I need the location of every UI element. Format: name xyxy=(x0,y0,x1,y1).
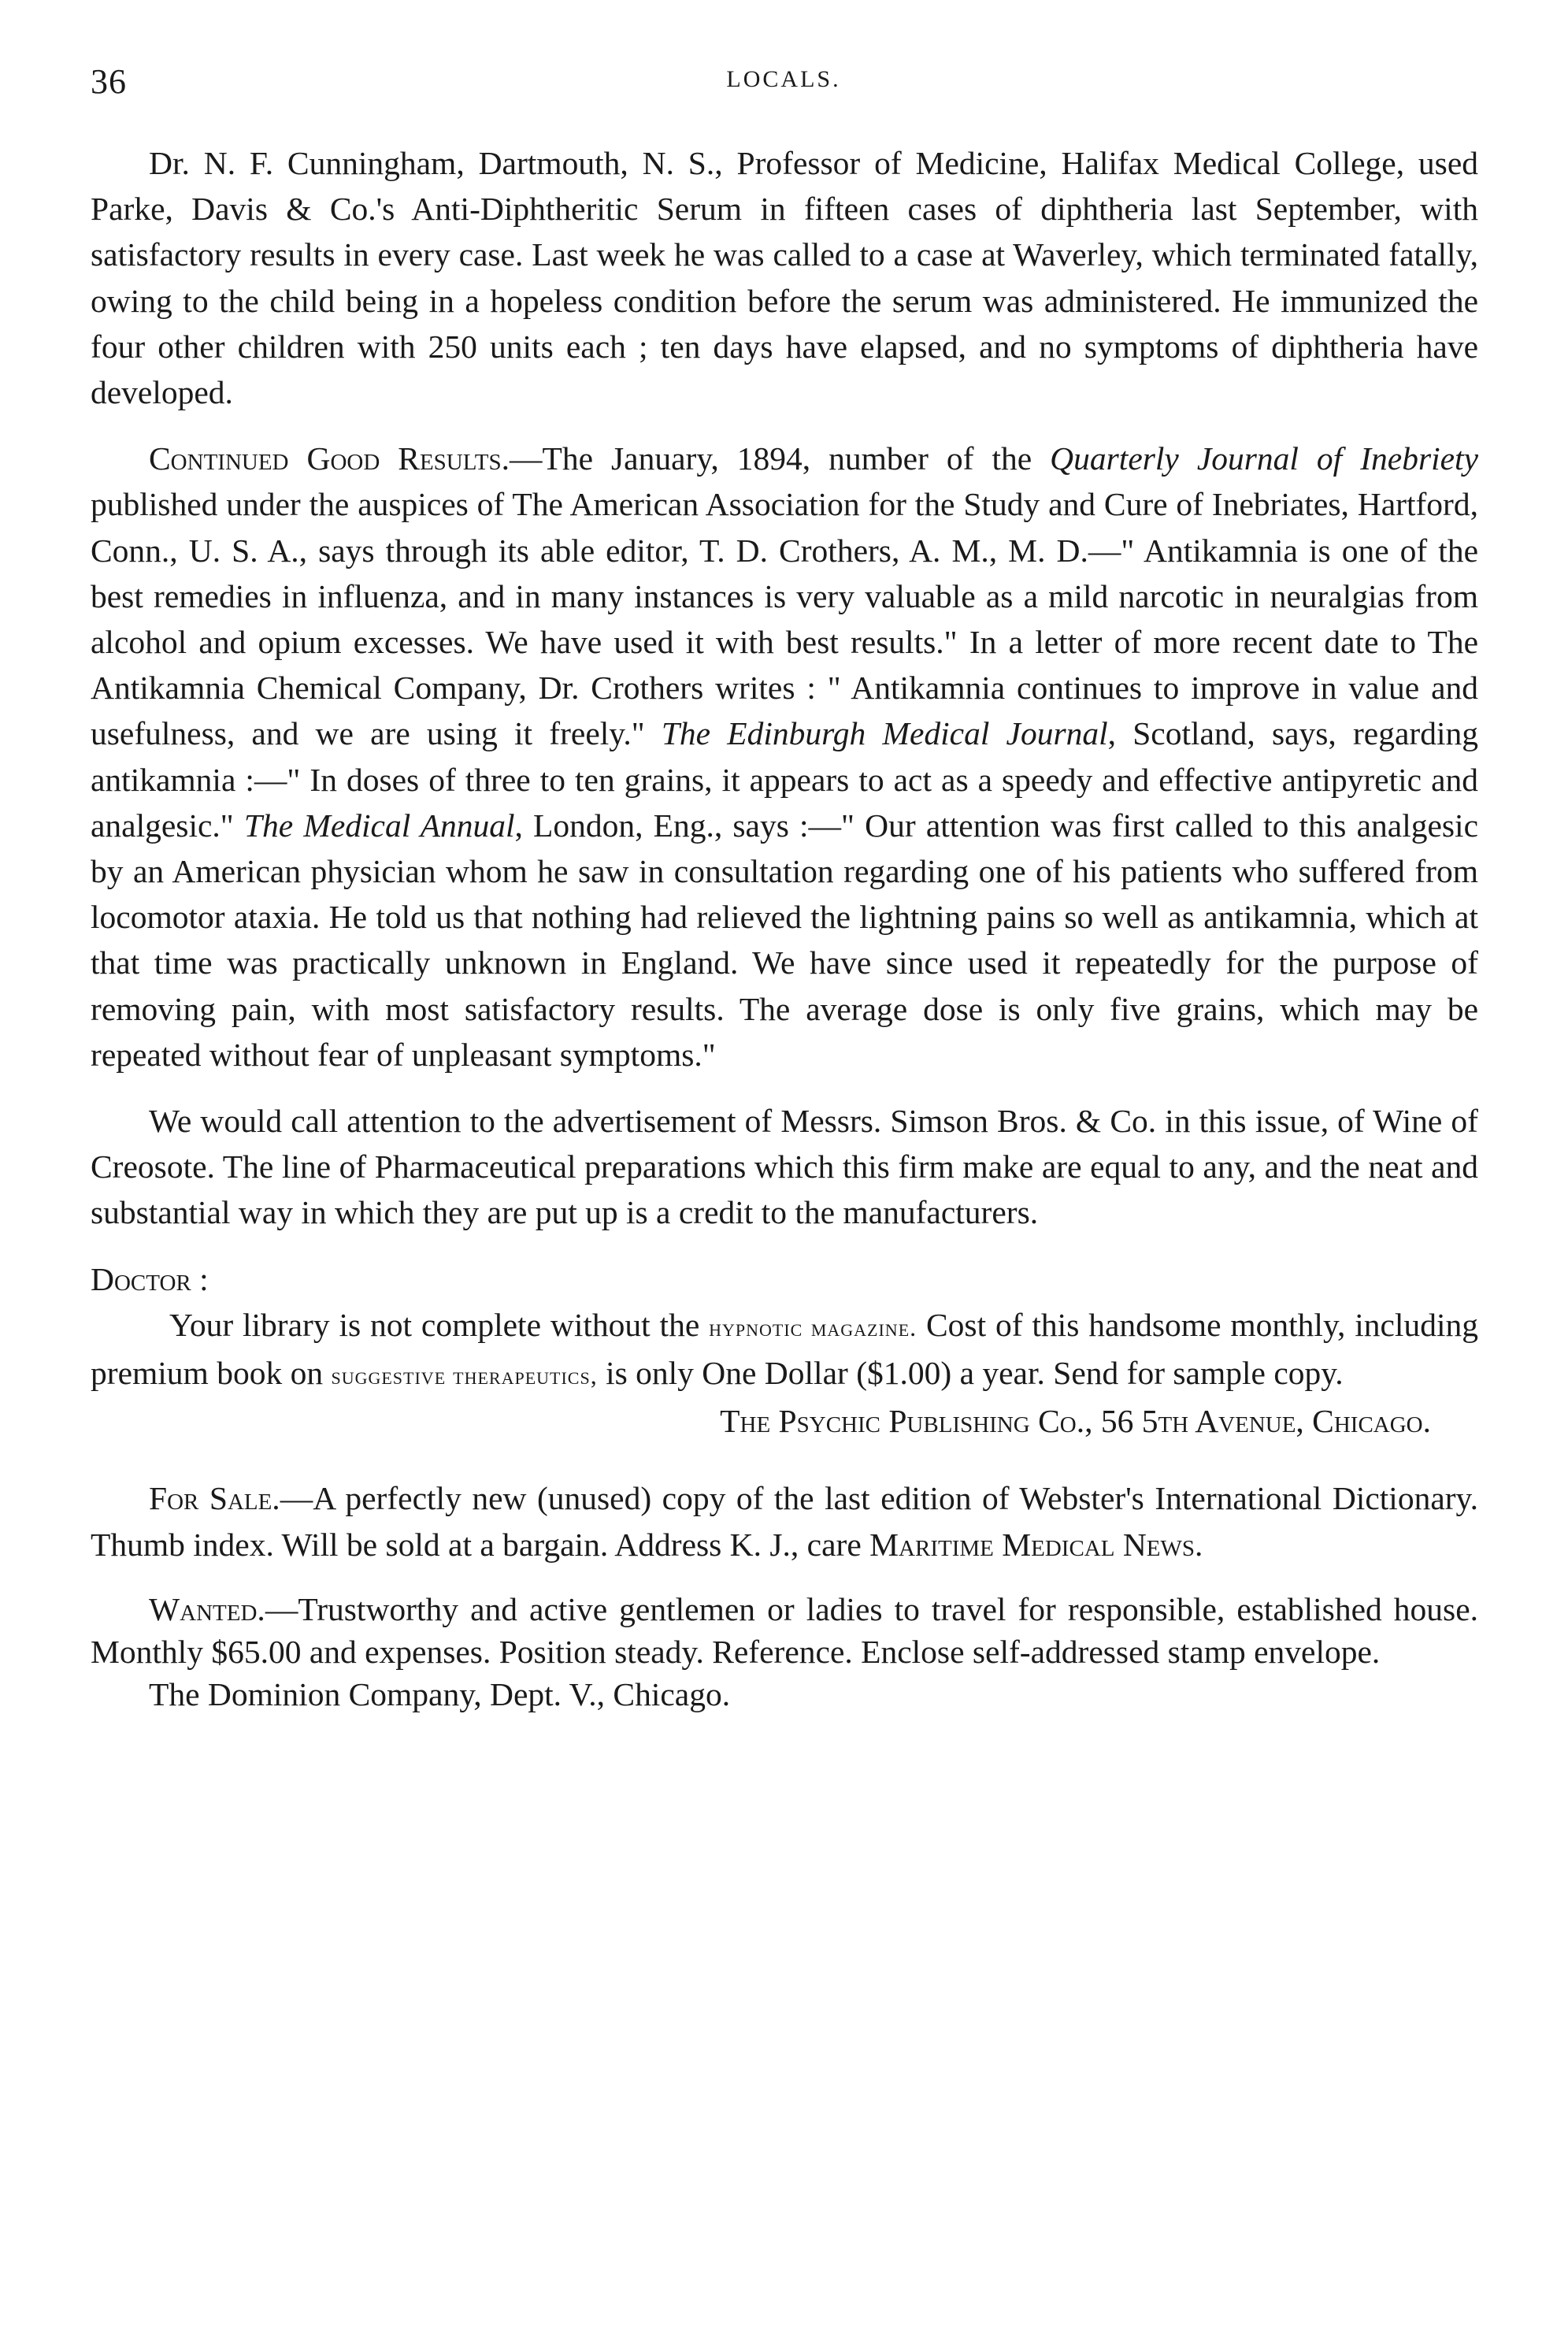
page-number: 36 xyxy=(91,62,127,101)
paragraph-text: , Scotland, says, regarding antikamnia :—" In doses of three to ten grains, it appears to act as a speedy and effective antipyretic and analgesic." xyxy=(91,715,1478,844)
paragraph-text: published under the auspices of The American Association for the Study and Cure of Inebriates, Hartford, Conn., U. S. A., says through its able editor, T. D. Crothers, A. M., M. D.—" Antikamnia is one of the best remedies in influenza, and in many instances is very valuable as a mild narcotic in neuralgias from alcohol and opium excesses. We have used it with best results." In a letter of more recent date to The Antikamnia Chemical Company, Dr. Crothers writes : " Antikamnia continues to improve in value and usefulness, and we are using it freely." xyxy=(91,486,1478,752)
journal-title: The Edinburgh Medical Journal xyxy=(661,715,1108,752)
paragraph-text: Cost of this handsome monthly, including premium book on xyxy=(91,1306,1478,1392)
section-heading: For Sale. xyxy=(149,1480,280,1517)
paragraph-text: —The January, 1894, number of the xyxy=(510,440,1051,477)
section-heading: Wanted. xyxy=(149,1590,265,1627)
paragraph-simson-bros: We would call attention to the advertisement of Messrs. Simson Bros. & Co. in this issue, of Wine of Creosote. The line of Pharmaceutical preparations which this firm make are equal to any, and the neat and substantial way in which they are put up is a credit to the manufacturers. xyxy=(91,1103,1478,1231)
journal-title: Quarterly Journal of Inebriety xyxy=(1050,440,1478,477)
paragraph-antikamnia xyxy=(91,436,1478,1078)
book-title: suggestive therapeutics, xyxy=(331,1361,598,1390)
wanted-section xyxy=(91,1588,1478,1716)
page-header xyxy=(91,61,1477,109)
section-heading: Continued Good Results. xyxy=(149,440,510,477)
paragraph-text: is only One Dollar ($1.00) a year. Send for sample copy. xyxy=(597,1355,1344,1392)
section-heading: Doctor : xyxy=(91,1260,209,1297)
journal-title: The Medical Annual xyxy=(243,807,515,844)
publication-name: Maritime Medical News. xyxy=(869,1526,1203,1563)
paragraph-text: , London, Eng., says :—" Our attention was first called to this analgesic by an American physician whom he saw in consultation regarding one of his patients who suffered from locomotor ataxia. He told us that nothing had relieved the lightning pains so well as antikamnia, which at that time was practically unknown in England. We have since used it repeatedly for the purpose of removing pain, with most satisfactory results. The average dose is only five grains, which may be repeated without fear of unpleasant symptoms." xyxy=(91,807,1478,1073)
magazine-title: hypnotic magazine. xyxy=(709,1312,917,1341)
page-body xyxy=(91,140,1478,1716)
paragraph-text: Your library is not complete without the xyxy=(169,1306,710,1343)
paragraph-for-sale xyxy=(91,1475,1478,1567)
paragraph-text: —A perfectly new (unused) copy of the last edition of Webster's International Dictionary. Thumb index. Will be sold at a bargain. Address K. J., care xyxy=(91,1480,1478,1563)
paragraph-cunningham: Dr. N. F. Cunningham, Dartmouth, N. S., Professor of Medicine, Halifax Medical College, used Parke, Davis & Co.'s Anti-Diphtheritic Serum in fifteen cases of diphtheria last September, with satisfactory results in every case. Last week he was called to a case at Waverley, which terminated fatally, owing to the child being in a hopeless condition before the serum was administered. He immunized the four other children with 250 units each ; ten days have elapsed, and no symptoms of diphtheria have developed. xyxy=(91,145,1478,411)
paragraph-wanted xyxy=(91,1588,1478,1673)
doctor-heading xyxy=(91,1256,1478,1302)
wanted-signature: The Dominion Company, Dept. V., Chicago. xyxy=(149,1675,731,1712)
running-head: LOCALS. xyxy=(726,66,841,92)
publisher-signature: The Psychic Publishing Co., 56 5th Avenue, Chicago. xyxy=(720,1403,1431,1440)
paragraph-text: —Trustworthy and active gentlemen or ladies to travel for responsible, established house. Monthly $65.00 and expenses. Position steady. Reference. Enclose self-addressed stamp envelope. xyxy=(91,1590,1478,1670)
paragraph-hypnotic-magazine xyxy=(91,1302,1478,1398)
